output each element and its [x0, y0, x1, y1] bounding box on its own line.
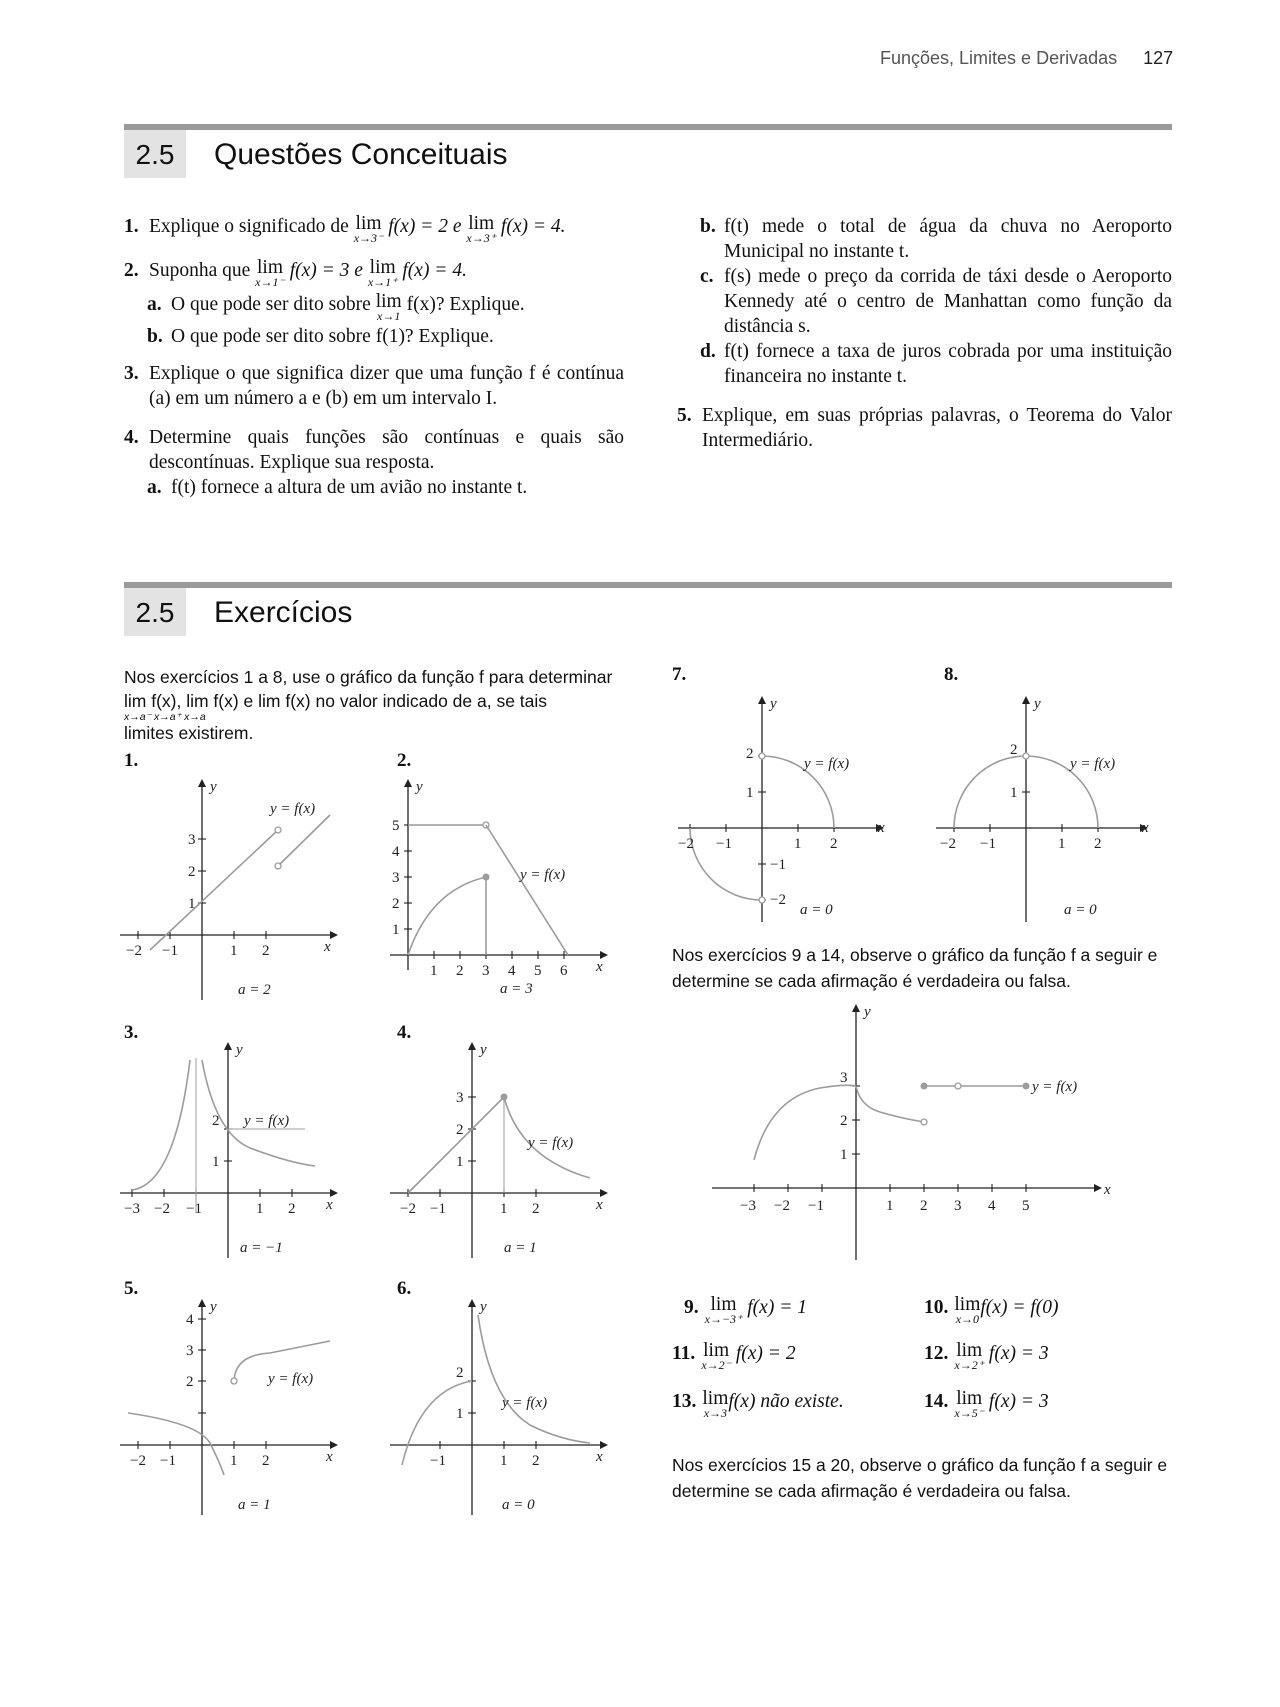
tick-label: 1 [230, 1453, 238, 1469]
tick-label: −2 [940, 836, 956, 852]
tick-label: 2 [392, 896, 400, 912]
a-value-label: a = 1 [504, 1240, 537, 1256]
tick-label: 3 [392, 870, 400, 886]
graph-9-14 [710, 998, 1130, 1263]
questions-right-column [677, 214, 1172, 453]
tick-label: −3 [740, 1198, 756, 1214]
function-label: y = f(x) [1032, 1079, 1078, 1095]
tick-label: 1 [500, 1453, 508, 1469]
statement-13: 13. lim x→3 f(x) não existe. [672, 1388, 844, 1420]
tick-label: 2 [532, 1201, 540, 1217]
statement-14: 14. lim x→5⁻ f(x) = 3 [924, 1388, 1049, 1420]
tick-label: 2 [456, 1365, 464, 1381]
tick-label: 1 [212, 1154, 220, 1170]
y-axis-label: y [1034, 696, 1041, 712]
section-number: 2.5 [124, 130, 186, 178]
tick-label: 1 [500, 1201, 508, 1217]
a-value-label: a = 0 [800, 902, 833, 918]
graph-2 [390, 775, 615, 1005]
tick-label: 2 [186, 1374, 194, 1390]
tick-label: 4 [508, 963, 516, 979]
function-label: y = f(x) [804, 756, 850, 772]
tick-label: 1 [256, 1201, 264, 1217]
limit-expression: lim x→3⁺ [466, 213, 497, 245]
x-axis-label: x [1104, 1182, 1111, 1198]
tick-label: 3 [186, 1343, 194, 1359]
question-2b: b. O que pode ser dito sobre f(1)? Explique. [147, 326, 494, 347]
tick-label: −1 [162, 943, 178, 959]
tick-label: 2 [1094, 836, 1102, 852]
tick-label: 1 [230, 943, 238, 959]
limit-expression: lim x→1⁺ [367, 257, 398, 289]
tick-label: 4 [186, 1312, 194, 1328]
question-4c: c. f(s) mede o preço da corrida de táxi desde o Aeroporto Kennedy até o centro de Manhattan como função da distância s. [700, 266, 1172, 337]
tick-label: 2 [532, 1453, 540, 1469]
tick-label: 5 [534, 963, 542, 979]
graph-label-5: 5. [124, 1278, 139, 1299]
tick-label: −1 [980, 836, 996, 852]
graph-4 [390, 1038, 615, 1263]
limit-expression: lim x→1⁻ [255, 257, 285, 289]
tick-label: −2 [130, 1453, 146, 1469]
tick-label: 1 [188, 896, 196, 912]
x-axis-label: x [596, 959, 603, 975]
function-label: y = f(x) [528, 1135, 574, 1151]
tick-label: 1 [1058, 836, 1066, 852]
graph-label-7: 7. [672, 664, 687, 685]
y-axis-label: y [416, 779, 423, 795]
y-axis-label: y [236, 1042, 243, 1058]
tick-label: 1 [840, 1147, 848, 1163]
x-axis-label: x [326, 1197, 333, 1213]
tick-label: 3 [954, 1198, 962, 1214]
tick-label: −1 [430, 1201, 446, 1217]
graph-3 [120, 1038, 345, 1263]
tick-label: −1 [770, 857, 786, 873]
statement-10: 10. lim x→0 f(x) = f(0) [924, 1294, 1059, 1326]
tick-label: 1 [794, 836, 802, 852]
x-axis-label: x [596, 1449, 603, 1465]
a-value-label: a = −1 [240, 1240, 283, 1256]
tick-label: 2 [288, 1201, 296, 1217]
x-axis-label: x [596, 1197, 603, 1213]
y-axis-label: y [770, 696, 777, 712]
tick-label: 3 [482, 963, 490, 979]
tick-label: −3 [124, 1201, 140, 1217]
tick-label: 2 [920, 1198, 928, 1214]
a-value-label: a = 1 [238, 1497, 271, 1513]
question-1: 1. Explique o significado de lim x→3⁻ f(x) = 2 e lim x→3⁺ f(x) = 4. [124, 213, 566, 245]
function-label: y = f(x) [1070, 756, 1116, 772]
tick-label: −1 [430, 1453, 446, 1469]
statement-9: 9. lim x→−3⁺ f(x) = 1 [684, 1294, 807, 1326]
page-number: 127 [1143, 48, 1174, 68]
tick-label: 3 [840, 1070, 848, 1086]
graph-5 [120, 1295, 345, 1520]
tick-label: 5 [392, 818, 400, 834]
tick-label: 2 [456, 963, 464, 979]
tick-label: 1 [430, 963, 438, 979]
tick-label: 1 [456, 1154, 464, 1170]
a-value-label: a = 2 [238, 982, 271, 998]
graph-label-4: 4. [397, 1022, 412, 1043]
running-header [880, 48, 1172, 69]
tick-label: 1 [392, 922, 400, 938]
function-label: y = f(x) [270, 801, 316, 817]
limit-expression: lim x→1 [375, 291, 402, 323]
tick-label: 2 [262, 943, 270, 959]
graph-label-6: 6. [397, 1278, 412, 1299]
a-value-label: a = 0 [1064, 902, 1097, 918]
tick-label: −1 [186, 1201, 202, 1217]
instructions-15-20: Nos exercícios 15 a 20, observe o gráfico da função f a seguir e determine se cada afirmação é verdadeira ou falsa. [672, 1455, 1168, 1501]
function-label: y = f(x) [520, 867, 566, 883]
y-axis-label: y [210, 1299, 217, 1315]
tick-label: 2 [188, 864, 196, 880]
tick-label: −2 [154, 1201, 170, 1217]
graph-6 [390, 1295, 615, 1520]
tick-label: 1 [746, 785, 754, 801]
instructions-1-8: Nos exercícios 1 a 8, use o gráfico da função f para determinar lim f(x), lim f(x) e lim f(x) no valor indicado de a, se tais x→a⁻ x→a⁺ x→a limites existirem. [124, 667, 613, 743]
function-label: y = f(x) [268, 1371, 314, 1387]
question-2: 2. Suponha que lim x→1⁻ f(x) = 3 e lim x→1⁺ f(x) = 4. [124, 257, 467, 289]
tick-label: 2 [1010, 742, 1018, 758]
tick-label: −2 [400, 1201, 416, 1217]
running-header-title: Funções, Limites e Derivadas [880, 48, 1118, 68]
tick-label: 2 [840, 1113, 848, 1129]
graph-label-3: 3. [124, 1022, 139, 1043]
tick-label: 6 [560, 963, 568, 979]
tick-label: 4 [988, 1198, 996, 1214]
graph-7 [672, 692, 897, 922]
y-axis-label: y [210, 779, 217, 795]
y-axis-label: y [864, 1004, 871, 1020]
x-axis-label: x [326, 1449, 333, 1465]
a-value-label: a = 3 [500, 981, 533, 997]
a-value-label: a = 0 [502, 1497, 535, 1513]
function-label: y = f(x) [244, 1113, 290, 1129]
instructions-9-14: Nos exercícios 9 a 14, observe o gráfico da função f a seguir e determine se cada afirmação é verdadeira ou falsa. [672, 945, 1158, 991]
tick-label: 3 [456, 1090, 464, 1106]
y-axis-label: y [480, 1042, 487, 1058]
limit-expression: lim x→3⁻ [353, 213, 384, 245]
question-4b: b. f(t) mede o total de água da chuva no Aeroporto Municipal no instante t. [700, 216, 1172, 262]
tick-label: 2 [212, 1113, 220, 1129]
section-title: Questões Conceituais [214, 138, 508, 171]
statement-11: 11. lim x→2⁻ f(x) = 2 [672, 1340, 796, 1372]
tick-label: −2 [774, 1198, 790, 1214]
question-2a: a. O que pode ser dito sobre lim x→1 f(x)? Explique. [147, 291, 525, 323]
graph-label-8: 8. [944, 664, 959, 685]
tick-label: −1 [808, 1198, 824, 1214]
tick-label: 1 [886, 1198, 894, 1214]
graph-label-2: 2. [397, 750, 412, 771]
question-4d: d. f(t) fornece a taxa de juros cobrada por uma instituição financeira no instante t. [700, 341, 1172, 387]
graph-1 [120, 775, 340, 1005]
question-4: 4. Determine quais funções são contínuas e quais são descontínuas. Explique sua resposta. [124, 427, 624, 473]
y-axis-label: y [480, 1299, 487, 1315]
tick-label: 3 [188, 832, 196, 848]
question-5: 5. Explique, em suas próprias palavras, o Teorema do Valor Intermediário. [677, 405, 1172, 451]
tick-label: 1 [456, 1406, 464, 1422]
tick-label: 4 [392, 844, 400, 860]
tick-label: −1 [716, 836, 732, 852]
graph-8 [936, 692, 1161, 922]
graph-label-1: 1. [124, 750, 139, 771]
question-4a: a. f(t) fornece a altura de um avião no instante t. [147, 477, 528, 498]
statement-12: 12. lim x→2⁺ f(x) = 3 [924, 1340, 1049, 1372]
function-label: y = f(x) [502, 1395, 548, 1411]
tick-label: −2 [678, 836, 694, 852]
questions-left-column [124, 214, 624, 500]
tick-label: −2 [126, 943, 142, 959]
tick-label: 1 [1010, 785, 1018, 801]
tick-label: −1 [160, 1453, 176, 1469]
question-3: 3. Explique o que significa dizer que uma função f é contínua (a) em um número a e (b) em um intervalo I. [124, 363, 624, 409]
section-title: Exercícios [214, 596, 353, 629]
tick-label: 2 [746, 746, 754, 762]
tick-label: 2 [830, 836, 838, 852]
section-number: 2.5 [124, 588, 186, 636]
x-axis-label: x [324, 939, 331, 955]
tick-label: 2 [456, 1122, 464, 1138]
tick-label: −2 [770, 892, 786, 908]
tick-label: 5 [1022, 1198, 1030, 1214]
x-axis-label: x [1142, 820, 1149, 836]
x-axis-label: x [878, 820, 885, 836]
tick-label: 2 [262, 1453, 270, 1469]
